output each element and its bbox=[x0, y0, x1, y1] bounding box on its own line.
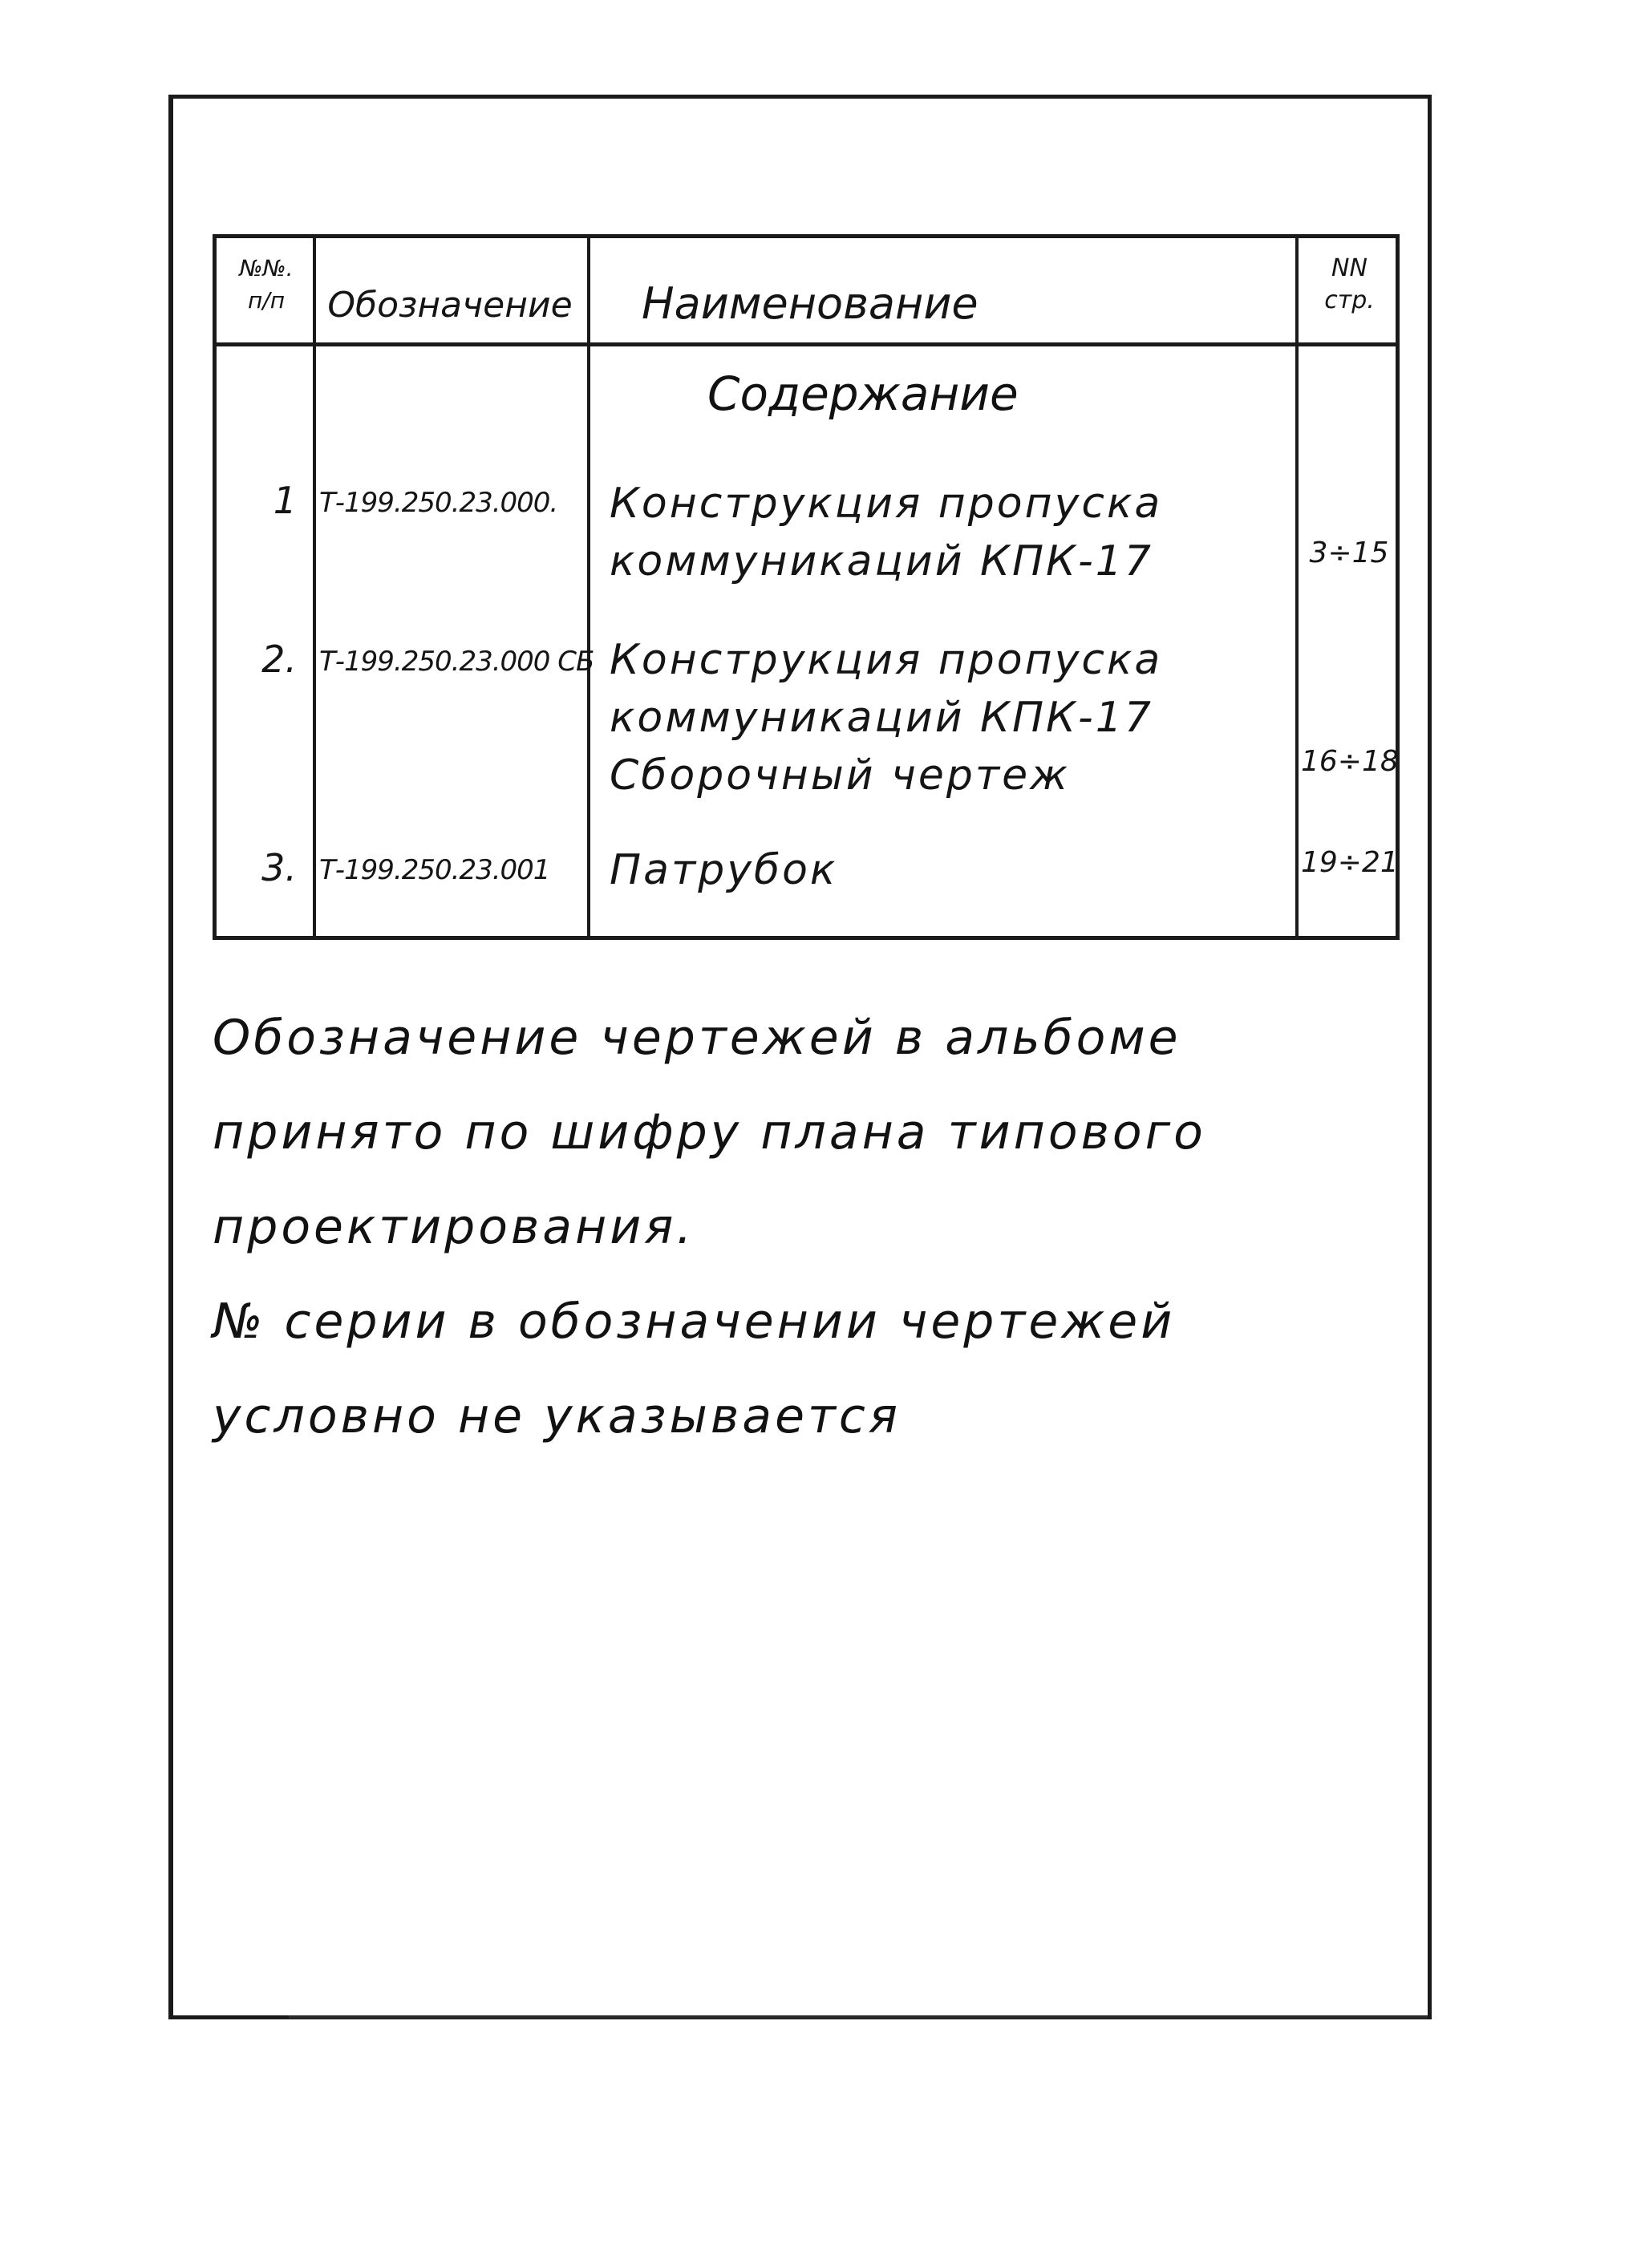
note-text bbox=[213, 990, 1376, 1464]
contents-table bbox=[213, 234, 1400, 940]
header-number-line2: п/п bbox=[247, 287, 286, 314]
row-name-line: Конструкция пропуска bbox=[610, 480, 1163, 528]
row-name-line: Конструкция пропуска bbox=[610, 636, 1163, 684]
row-designation: Т-199.250.23.000 СБ bbox=[319, 646, 594, 678]
header-pages-line2: стр. bbox=[1324, 286, 1375, 314]
header-designation: Обозначение bbox=[327, 285, 573, 326]
note-line: условно не указывается bbox=[213, 1388, 902, 1444]
row-name-line: коммуникаций КПК-17 bbox=[610, 694, 1153, 742]
row-name-line: коммуникаций КПК-17 bbox=[610, 537, 1153, 585]
note-line: принято по шифру плана типового bbox=[213, 1104, 1206, 1160]
row-number: 2. bbox=[261, 638, 297, 681]
note-line: проектирования. bbox=[213, 1199, 695, 1255]
header-number bbox=[226, 253, 306, 317]
header-pages-line1: NN bbox=[1331, 254, 1368, 282]
row-name-line: Сборочный чертеж bbox=[610, 751, 1070, 800]
header-divider bbox=[217, 342, 1396, 346]
row-pages: 19÷21 bbox=[1301, 846, 1399, 879]
row-number: 3. bbox=[261, 846, 297, 889]
section-title: Содержание bbox=[707, 367, 1019, 421]
row-name-line: Патрубок bbox=[610, 846, 838, 894]
row-name bbox=[610, 475, 1291, 590]
header-number-line1: №№. bbox=[239, 255, 294, 281]
row-number: 1 bbox=[273, 479, 297, 522]
note-line: Обозначение чертежей в альбоме bbox=[213, 1010, 1181, 1066]
bottom-rule bbox=[289, 2015, 1428, 2019]
row-designation: Т-199.250.23.000. bbox=[319, 487, 558, 519]
header-pages bbox=[1299, 253, 1400, 317]
row-name bbox=[610, 841, 1291, 899]
row-pages: 3÷15 bbox=[1309, 537, 1389, 569]
row-pages: 16÷18 bbox=[1301, 745, 1399, 778]
note-line: № серии в обозначении чертежей bbox=[213, 1294, 1176, 1350]
row-designation: Т-199.250.23.001 bbox=[319, 854, 550, 886]
row-name bbox=[610, 631, 1291, 804]
header-name: Наименование bbox=[642, 278, 979, 329]
